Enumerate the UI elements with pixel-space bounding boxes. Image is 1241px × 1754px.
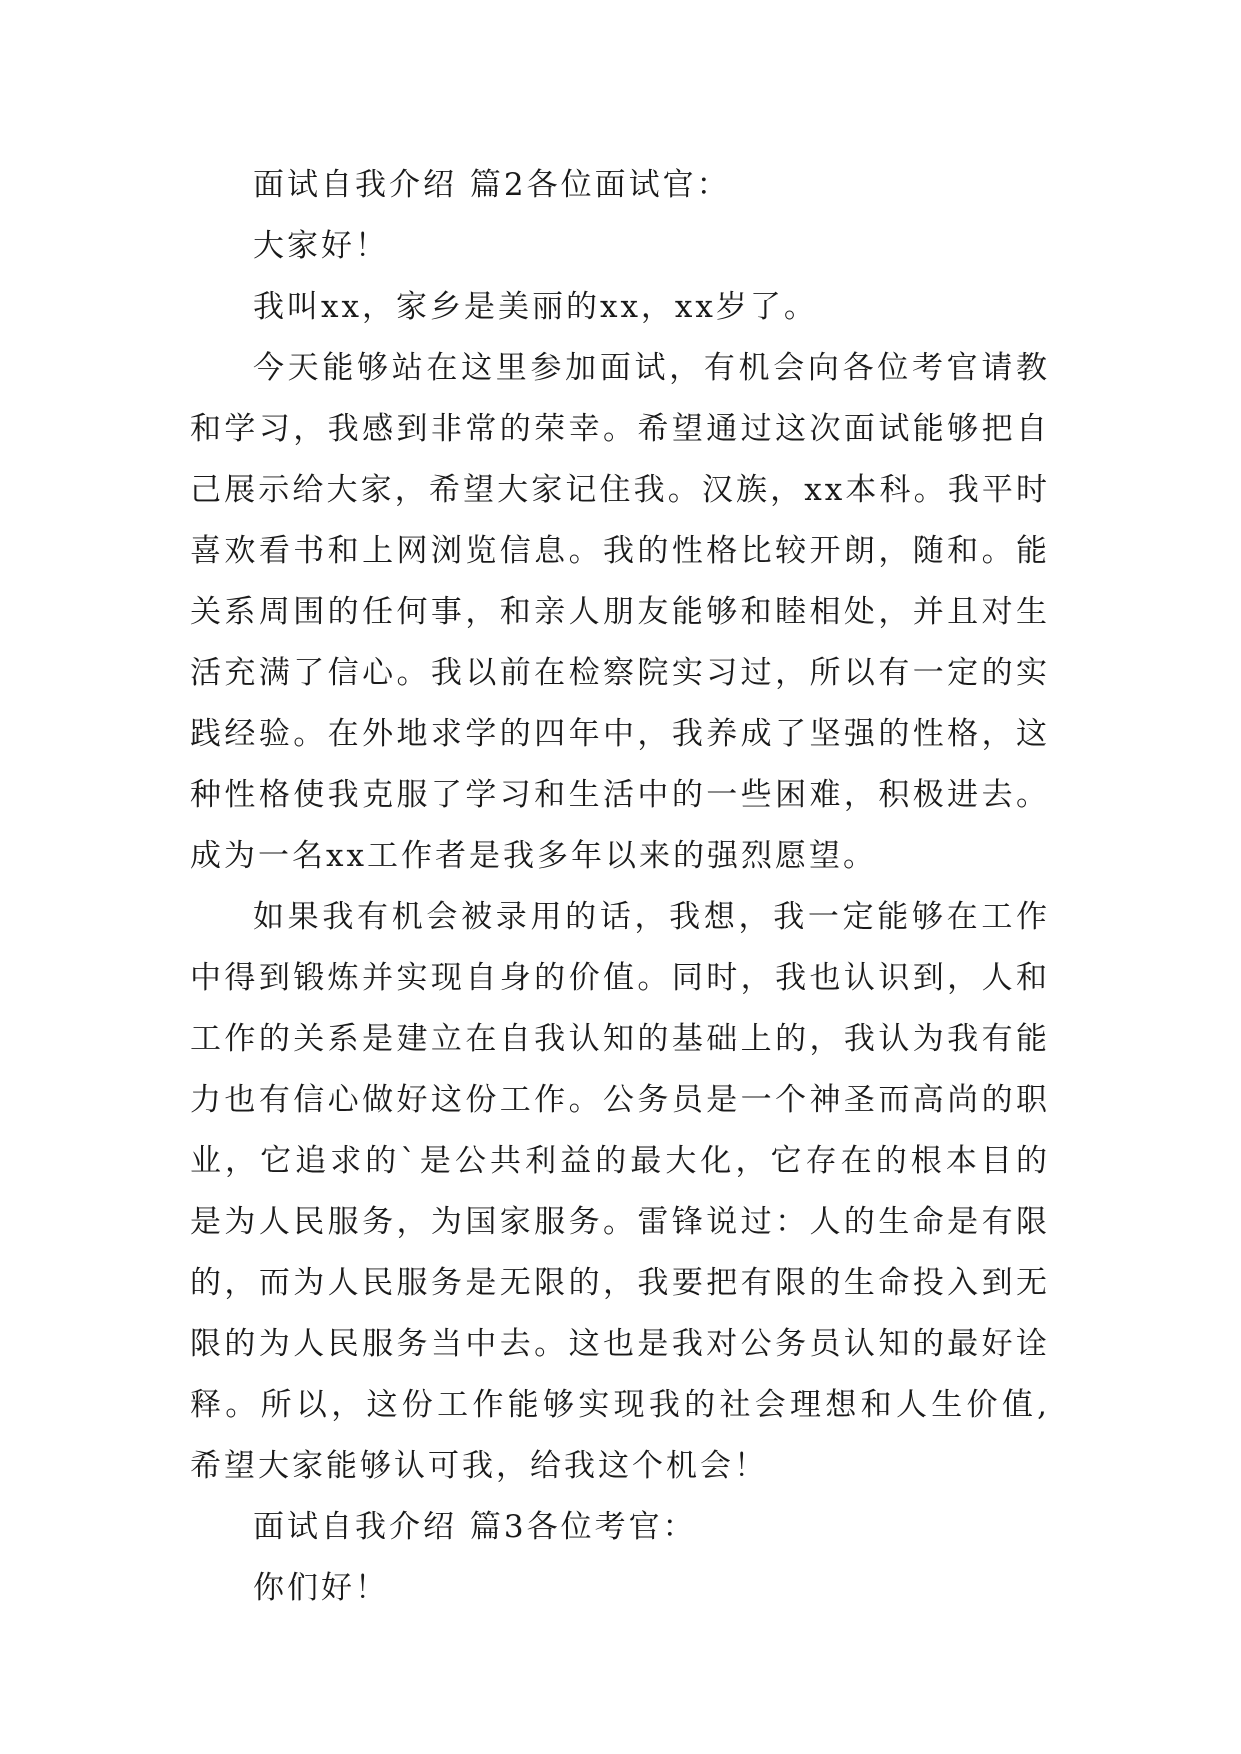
greeting-paragraph-2: 你们好！ (253, 1570, 389, 1606)
intro-paragraph: 我叫xx，家乡是美丽的xx，xx岁了。 (253, 289, 818, 325)
section-heading-3: 面试自我介绍 篇3各位考官： (253, 1509, 697, 1545)
body-paragraph-2: 如果我有机会被录用的话，我想，我一定能够在工作中得到锻炼并实现自身的价值。同时，我也认识到，人和工作的关系是建立在自我认知的基础上的，我认为我有能力也有信心做好这份工作。公务员是一个神圣而高尚的职业，它追求的`是公共利益的最大化，它存在的根本目的是为人民服务，为国家服务。雷锋说过：人的生命是有限的，而为人民服务是无限的，我要把有限的生命投入到无限的为人民服务当中去。这也是我对公务员认知的最好诠释。所以，这份工作能够实现我的社会理想和人生价值,希望大家能够认可我，给我这个机会！ (190, 899, 1050, 1484)
document-body (190, 155, 1050, 1619)
section-heading-2: 面试自我介绍 篇2各位面试官： (253, 167, 731, 203)
body-paragraph-1: 今天能够站在这里参加面试，有机会向各位考官请教和学习，我感到非常的荣幸。希望通过这次面试能够把自己展示给大家，希望大家记住我。汉族，xx本科。我平时喜欢看书和上网浏览信息。我的性格比较开朗，随和。能关系周围的任何事，和亲人朋友能够和睦相处，并且对生活充满了信心。我以前在检察院实习过，所以有一定的实践经验。在外地求学的四年中，我养成了坚强的性格，这种性格使我克服了学习和生活中的一些困难，积极进去。成为一名xx工作者是我多年以来的强烈愿望。 (190, 350, 1050, 874)
greeting-paragraph: 大家好！ (253, 228, 389, 264)
